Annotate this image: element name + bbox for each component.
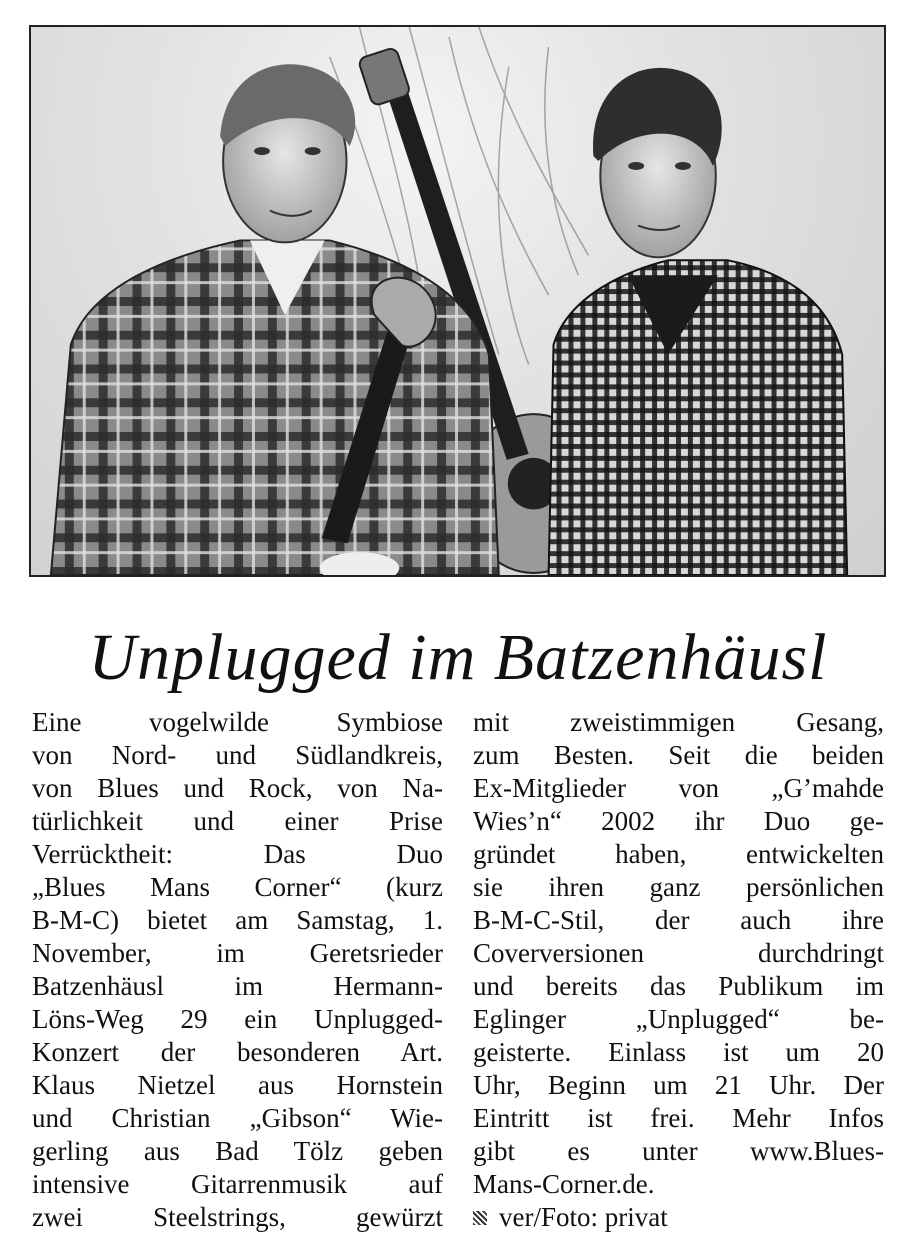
body-line: geisterte. Einlass ist um 20 [473,1037,884,1067]
body-line: Ex-Mitglieder von „G’mahde [473,773,884,803]
body-line: von Nord- und Südlandkreis, [32,740,443,770]
body-line: B-M-C-Stil, der auch ihre [473,905,884,935]
body-line: von Blues und Rock, von Na- [32,773,443,803]
body-line: türlichkeit und einer Prise [32,806,443,836]
body-line: Klaus Nietzel aus Hornstein [32,1070,443,1100]
body-line: und Christian „Gibson“ Wie- [32,1103,443,1133]
body-line: mit zweistimmigen Gesang, [473,707,884,737]
body-line: Eintritt ist frei. Mehr Infos [473,1103,884,1133]
credit-marker-icon [473,1211,487,1225]
article-column-left [32,706,443,1234]
body-line: Mans-Corner.de. [473,1169,655,1199]
body-line: Konzert der besonderen Art. [32,1037,443,1067]
photo-credit-text: ver/Foto: privat [499,1202,668,1232]
person-right [549,68,848,575]
article-photo [29,25,886,577]
article-headline: Unplugged im Batzenhäusl [88,621,828,694]
body-line: Eglinger „Unplugged“ be- [473,1004,884,1034]
photo-illustration [31,27,884,575]
body-line: zwei Steelstrings, gewürzt [32,1202,443,1232]
body-line: und bereits das Publikum im [473,971,884,1001]
body-line: Uhr, Beginn um 21 Uhr. Der [473,1070,884,1100]
body-line: Eine vogelwilde Symbiose [32,707,443,737]
body-line: November, im Geretsrieder [32,938,443,968]
body-line: Löns-Weg 29 ein Unplugged- [32,1004,443,1034]
body-line: Batzenhäusl im Hermann- [32,971,443,1001]
body-line: gibt es unter www.Blues- [473,1136,884,1166]
body-line: Coverversionen durchdringt [473,938,884,968]
body-line: zum Besten. Seit die beiden [473,740,884,770]
body-line: „Blues Mans Corner“ (kurz [32,872,443,902]
body-line: gerling aus Bad Tölz geben [32,1136,443,1166]
body-line: sie ihren ganz persönlichen [473,872,884,902]
body-line: gründet haben, entwickelten [473,839,884,869]
body-line: Verrücktheit: Das Duo [32,839,443,869]
article-column-right [473,706,884,1234]
body-line: intensive Gitarrenmusik auf [32,1169,443,1199]
body-line: B-M-C) bietet am Samstag, 1. [32,905,443,935]
body-line: Wies’n“ 2002 ihr Duo ge- [473,806,884,836]
photo-credit [473,1201,884,1234]
